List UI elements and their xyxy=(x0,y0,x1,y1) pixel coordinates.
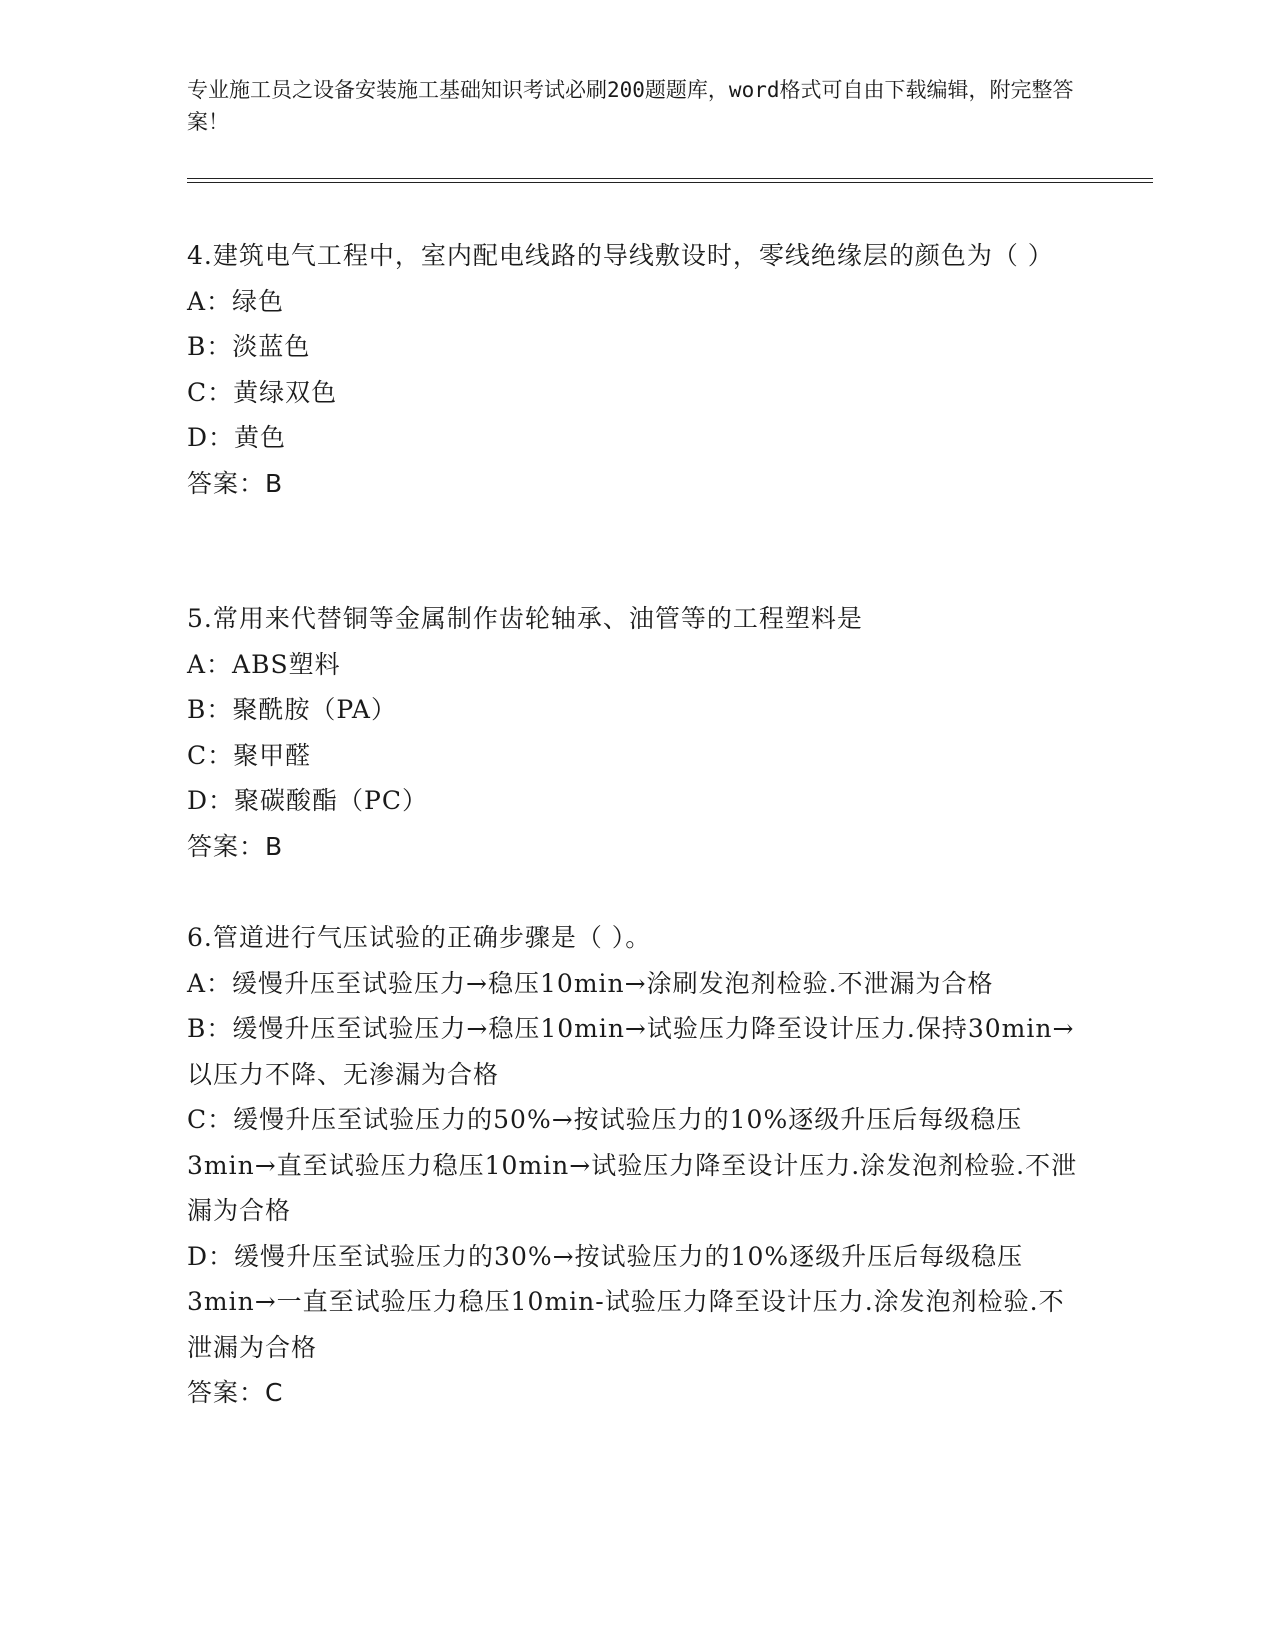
question-6 xyxy=(187,915,1087,1416)
option-c: C：黄绿双色 xyxy=(187,377,338,407)
question-4 xyxy=(187,233,1087,506)
option-b: B：聚酰胺（PA） xyxy=(187,695,397,724)
question-stem: 4.建筑电气工程中，室内配电线路的导线敷设时，零线绝缘层的颜色为（ ） xyxy=(187,241,1054,270)
document-header: 专业施工员之设备安装施工基础知识考试必刷200题题库，word格式可自由下载编辑，附完整答案！ xyxy=(187,78,1074,134)
header-divider-bottom xyxy=(187,182,1153,183)
option-c: C：聚甲醛 xyxy=(187,740,312,770)
option-a: A：绿色 xyxy=(187,286,285,316)
option-d: D：黄色 xyxy=(187,423,287,452)
option-d: D：缓慢升压至试验压力的30%→按试验压力的10%逐级升压后每级稳压3min→一直至试验压力稳压10min-试验压力降至设计压力.涂发泡剂检验.不泄漏为合格 xyxy=(187,1241,1065,1362)
question-stem: 5.常用来代替铜等金属制作齿轮轴承、油管等的工程塑料是 xyxy=(187,604,863,633)
header-divider-top xyxy=(187,178,1153,179)
option-c: C：缓慢升压至试验压力的50%→按试验压力的10%逐级升压后每级稳压3min→直至试验压力稳压10min→试验压力降至设计压力.涂发泡剂检验.不泄漏为合格 xyxy=(187,1105,1078,1225)
option-a: A：ABS塑料 xyxy=(187,649,341,679)
option-a: A：缓慢升压至试验压力→稳压10min→涂刷发泡剂检验.不泄漏为合格 xyxy=(187,968,994,998)
option-b: B：淡蓝色 xyxy=(187,332,311,361)
option-b: B：缓慢升压至试验压力→稳压10min→试验压力降至设计压力.保持30min→以压力不降、无渗漏为合格 xyxy=(187,1014,1075,1089)
question-stem: 6.管道进行气压试验的正确步骤是（ ）。 xyxy=(187,923,652,952)
question-5 xyxy=(187,596,1087,869)
answer: 答案：C xyxy=(187,1378,284,1407)
answer: 答案：B xyxy=(187,831,284,861)
answer: 答案：B xyxy=(187,468,284,498)
option-d: D：聚碳酸酯（PC） xyxy=(187,786,428,815)
